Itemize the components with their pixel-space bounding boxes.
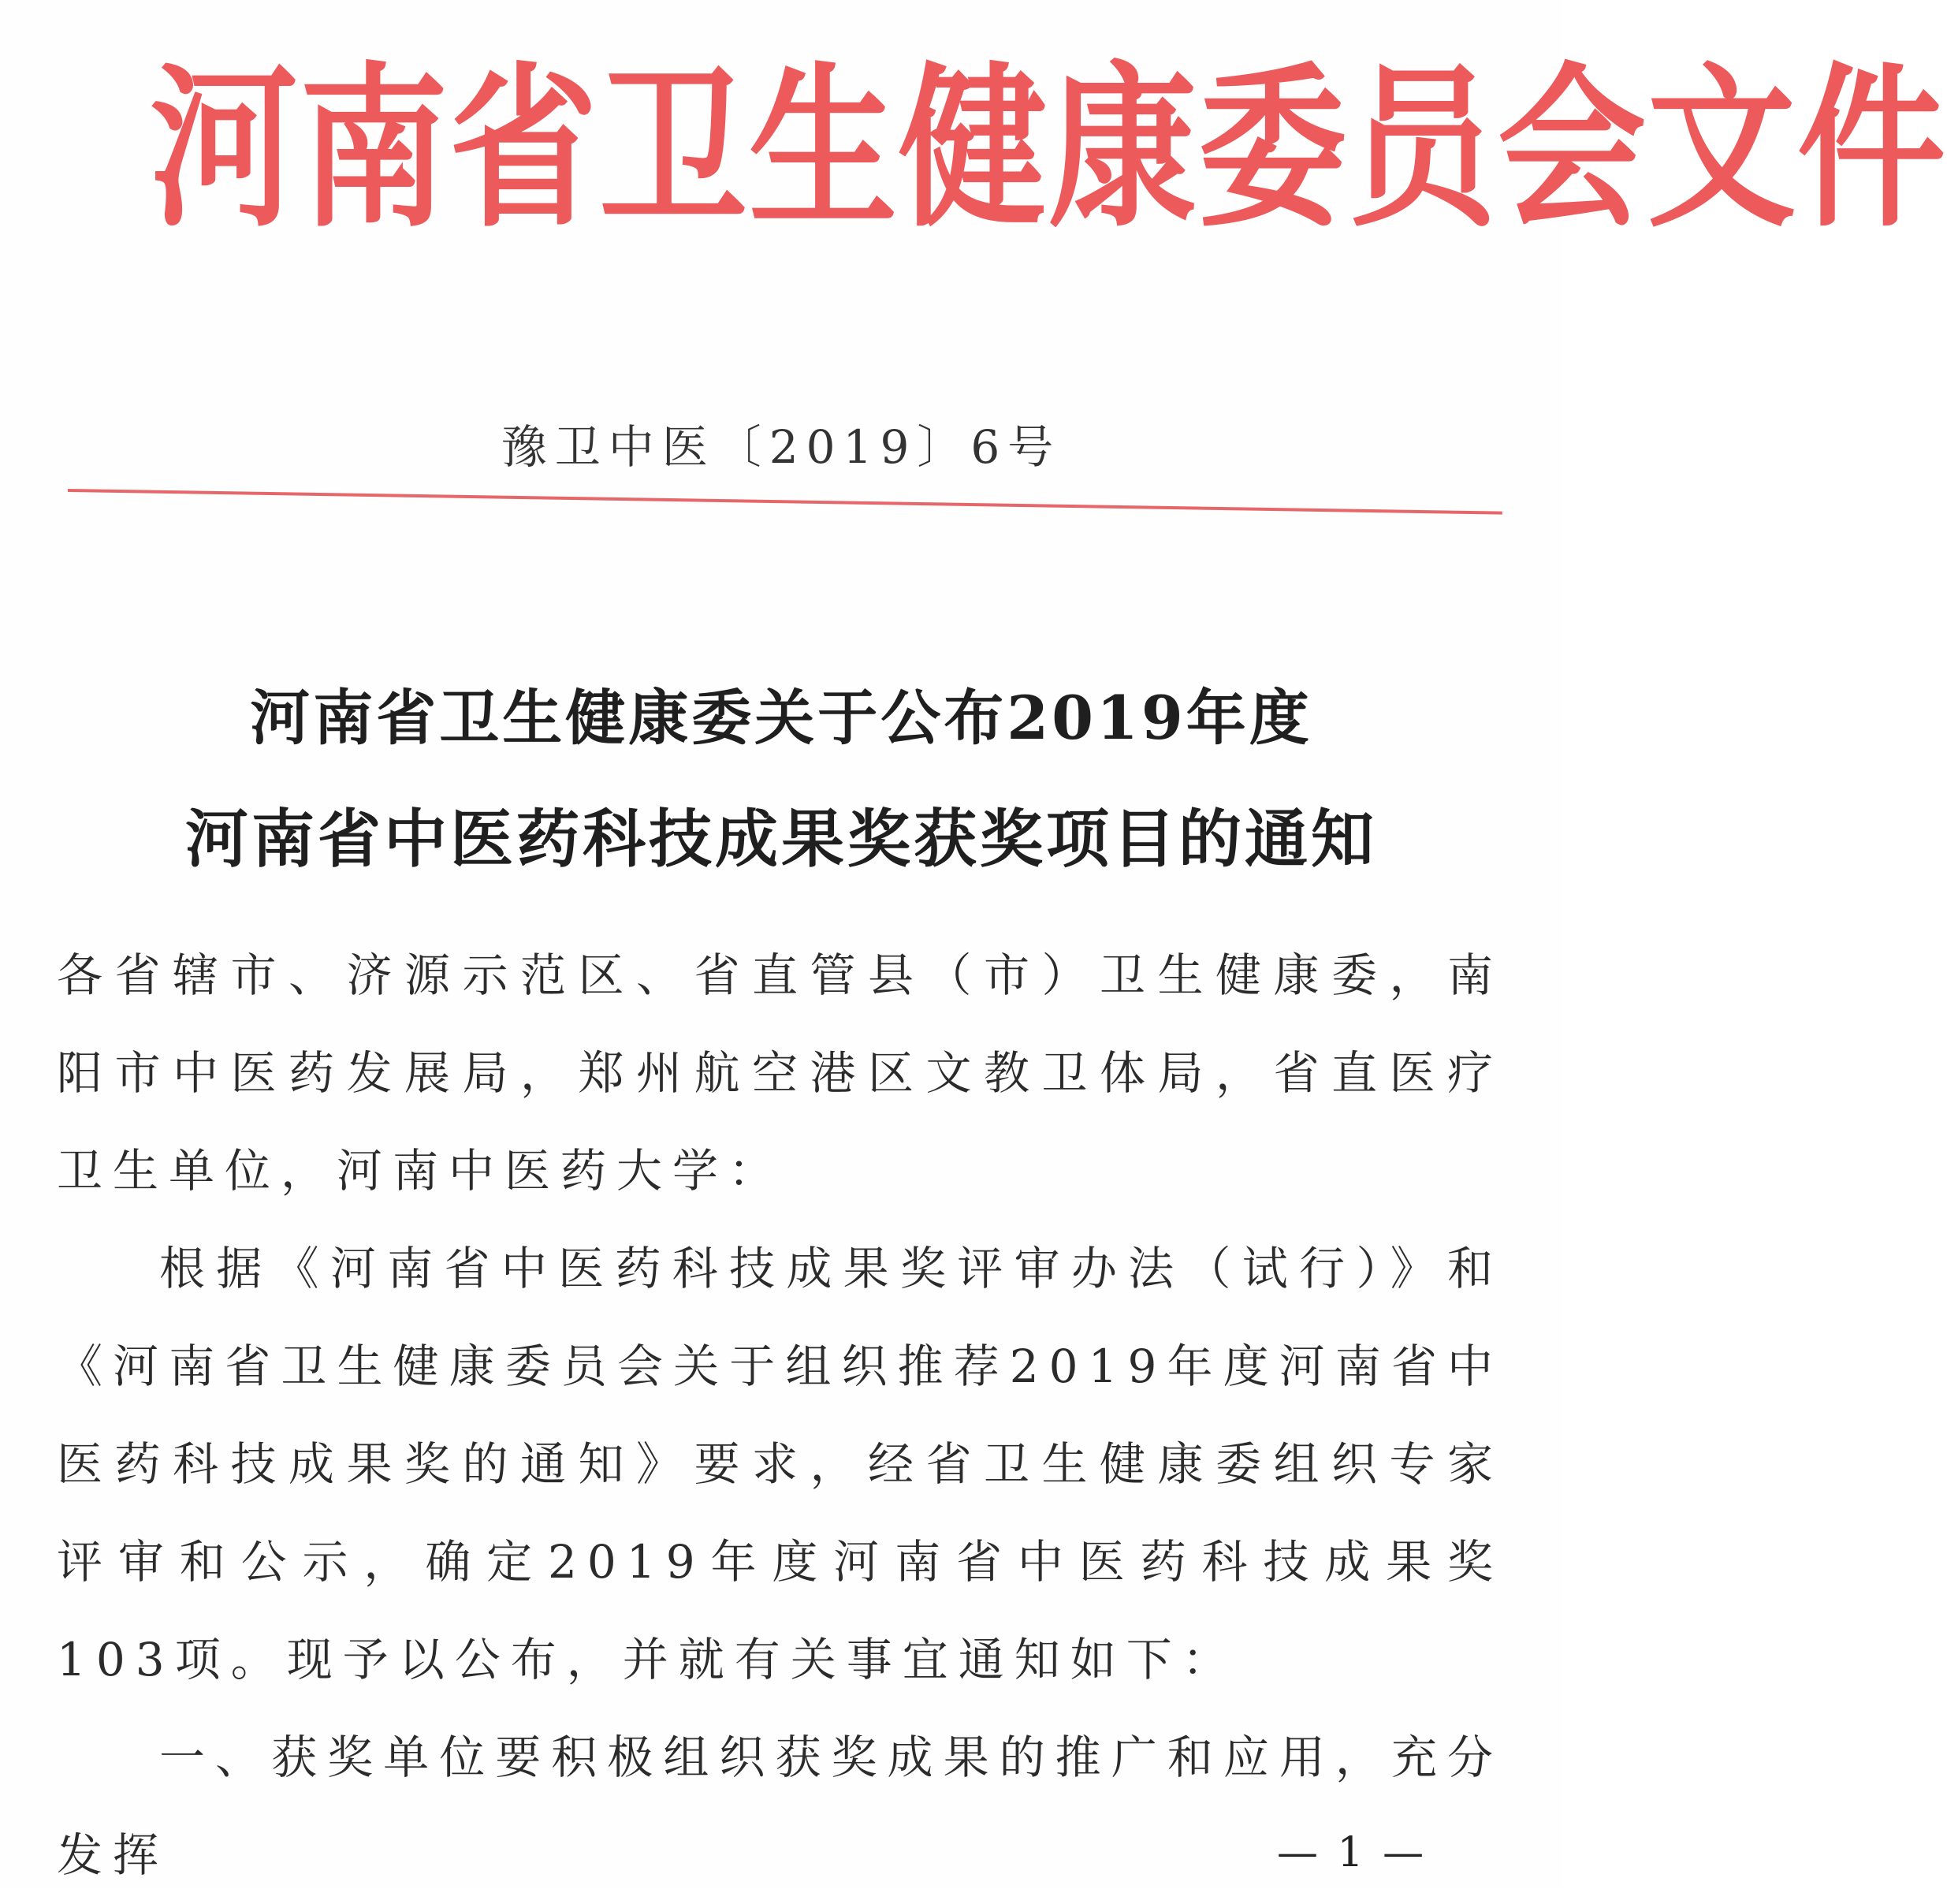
addressee-paragraph: 各省辖市、济源示范区、省直管县（市）卫生健康委，南阳市中医药发展局，郑州航空港区文教卫体局，省直医疗卫生单位，河南中医药大学： [57,948,1503,1198]
body-paragraph-2: 一、获奖单位要积极组织获奖成果的推广和应用，充分发挥 [57,1731,1503,1882]
document-number: 豫卫中医〔2019〕6号 [501,420,1062,474]
body-paragraph-1: 根据《河南省中医药科技成果奖评审办法（试行）》和《河南省卫生健康委员会关于组织推荐2019年度河南省中医药科技成果奖的通知》要求，经省卫生健康委组织专家评审和公示，确定2019年度河南省中医药科技成果奖103项。现予以公布，并就有关事宜通知如下： [57,1242,1503,1686]
masthead [150,29,1947,271]
masthead-char: 卫 [599,47,749,252]
title-line-1: 河南省卫生健康委关于公布2019年度 [250,683,1312,753]
document-body [57,926,1503,1904]
masthead-char: 健 [899,47,1048,252]
masthead-char: 件 [1797,47,1947,252]
masthead-char: 康 [1048,47,1198,252]
masthead-char: 南 [300,47,449,252]
page-number: — 1 — [1277,1829,1428,1876]
title-line-2: 河南省中医药科技成果奖获奖项目的通知 [185,802,1377,876]
masthead-char: 文 [1647,47,1797,252]
masthead-char: 河 [150,47,300,252]
masthead-char: 省 [449,47,599,252]
masthead-char: 会 [1498,47,1647,252]
masthead-char: 生 [749,47,899,252]
masthead-char: 员 [1348,47,1498,252]
masthead-char: 委 [1198,47,1348,252]
red-divider-line [68,489,1502,515]
